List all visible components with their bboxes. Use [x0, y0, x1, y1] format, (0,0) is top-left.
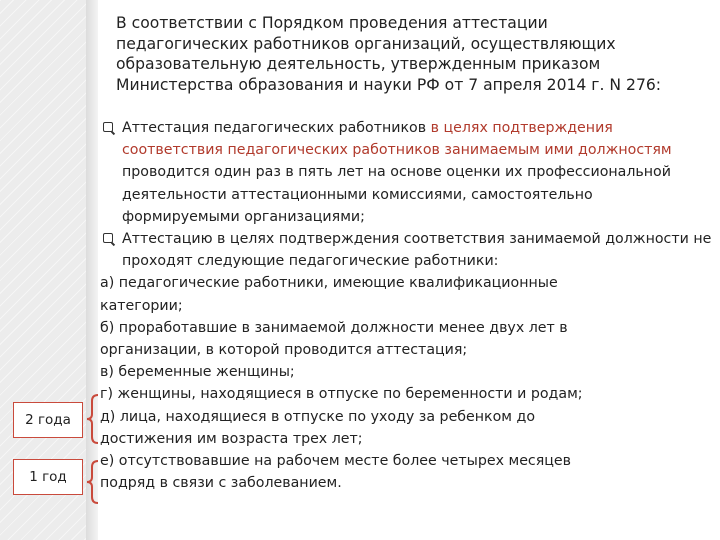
list-item-v: в) беременные женщины;	[100, 364, 295, 381]
list-item-e: е) отсутствовавшие на рабочем месте более четырех месяцев подряд в связи с заболеванием.	[100, 453, 572, 492]
list-item-b: б) проработавшие в занимаемой должности менее двух лет в организации, в которой проводится аттестация;	[100, 319, 568, 359]
checkbox-bullet-icon	[103, 233, 113, 243]
bullet-exempt-workers	[100, 228, 712, 272]
checkbox-bullet-icon	[103, 122, 113, 132]
list-item-g: г) женщины, находящиеся в отпуске по беременности и родам;	[100, 386, 583, 403]
slide-body	[100, 117, 712, 494]
bullet1-lead: Аттестация педагогических работников	[122, 120, 431, 136]
bullet1-highlight: в целях подтверждения соответствия педагогических работников занимаемым ими должностям	[122, 120, 672, 159]
list-item-d: д) лица, находящиеся в отпуске по уходу за ребенком до достижения им возраста трех лет;	[100, 408, 535, 447]
slide-heading: В соответствии с Порядком проведения аттестации педагогических работников организаций, осуществляющих образовательную деятельность, утвержденным приказом Министерства образования и науки РФ от 7 апреля 2014 г. N 276:	[116, 14, 662, 94]
label-one-year: 1 год	[13, 459, 83, 495]
label-two-years: 2 года	[13, 402, 83, 438]
bullet2-text: Аттестацию в целях подтверждения соответствия занимаемой должности не проходят следующие педагогические работники:	[122, 231, 712, 270]
brace-two-years-icon	[86, 393, 100, 445]
bullet1-rest: проводится один раз в пять лет на основе оценки их профессиональной деятельности аттестационными комиссиями, самостоятельно формируемыми организациями;	[122, 164, 671, 225]
list-item-a: а) педагогические работники, имеющие квалификационные категории;	[100, 275, 558, 314]
bullet-attestation-purpose	[100, 117, 712, 228]
brace-one-year-icon	[86, 459, 100, 505]
